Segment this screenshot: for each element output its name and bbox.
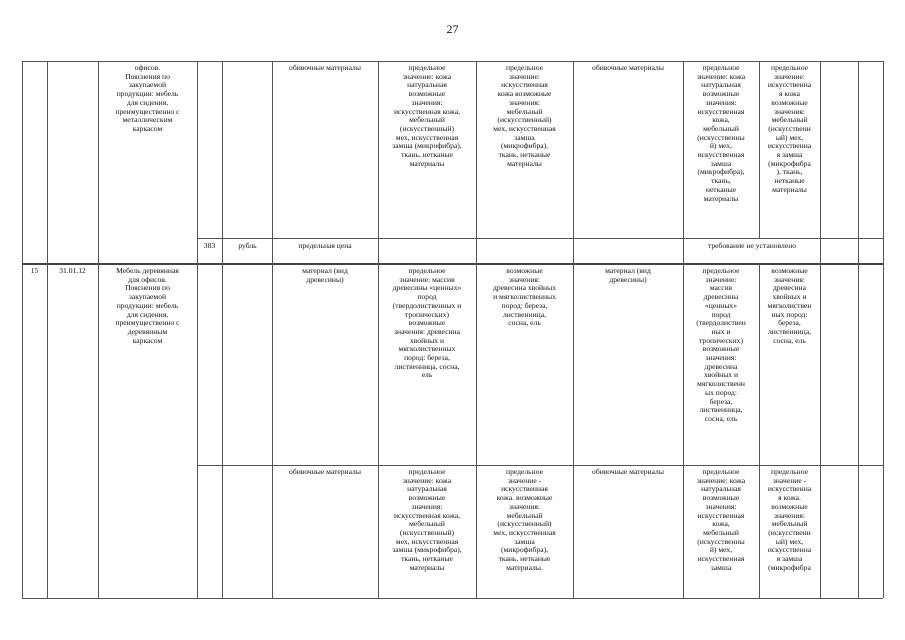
price-unit: рубль: [238, 242, 257, 250]
col-rule: [858, 61, 859, 598]
table-bottom-rule: [22, 598, 883, 599]
attribute-value: предельное значение - искусственна я кожа. возможные значения: мебельный (искусственн ый) мех, искусственна я замша (микрофибра: [767, 468, 812, 572]
col-rule: [222, 61, 223, 238]
page-number: 27: [446, 22, 459, 36]
attribute-value: предельное значение: кожа натуральная возможные значения: искусственная кожа, мебельный (искусственный) мех, искусственная замша (микрофибра), ткань, нетканые материалы: [392, 468, 462, 572]
attribute-label: обивочные материалы: [592, 64, 664, 72]
attribute-value: предельное значение: массив древесины «ценных» пород (твердолиствен ных и тропических) возможные значения: древесина хвойных и мягколиственн ых пород: береза, лиственница, сосна, ель: [696, 267, 746, 423]
col-rule: [476, 61, 477, 598]
row-number: 15: [30, 267, 39, 275]
col-rule: [820, 61, 821, 598]
price-label: предельная цена: [298, 242, 352, 250]
attribute-value: предельное значение: кожа натуральная возможные значения: искусственная кожа, мебельный (искусственны й) мех, искусственная замша (микрофибра), ткань, нетканые материалы: [696, 64, 746, 203]
okpd-code: 31.01.12: [59, 267, 86, 275]
attribute-value: возможные значения: древесина хвойных и мягколиствен ных пород: береза, лиственница, сосна, ель: [767, 267, 812, 345]
row-separator-rule: [22, 263, 883, 265]
col-rule: [573, 61, 574, 598]
attribute-label: материал (вид древесины): [302, 267, 348, 284]
attribute-value: предельное значение: искусственна я кожа возможные значения: мебельный (искусственн ый) мех, искусственна я замша (микрофибра ), ткань, нетканые материалы: [767, 64, 812, 194]
attribute-label: обивочные материалы: [289, 468, 361, 476]
col-rule: [22, 61, 23, 598]
table-top-rule: [22, 61, 883, 62]
attribute-value: предельное значение: кожа натуральная возможные значения: искусственная кожа, мебельный (искусственный) мех, искусственная замша (микрофибра), ткань, нетканые материалы: [392, 64, 462, 168]
col-rule: [222, 238, 223, 263]
attribute-value: предельное значение - искусственная кожа. возможные значения: мебельный (искусственный) мех, искусственная замша (микрофибра), ткань, нетканые материалы.: [493, 468, 556, 572]
attribute-value: предельное значение: кожа натуральная возможные значения: искусственная кожа, мебельный (искусственны й) мех, искусственная замша: [696, 468, 746, 572]
col-rule: [883, 61, 884, 598]
item-name: Мебель деревянная для офисов. Пояснения по закупаемой продукции: мебель для сидения, преимущественно с деревянным каркасом: [115, 267, 180, 345]
col-rule: [222, 263, 223, 598]
item-name: офисов. Пояснения по закупаемой продукции: мебель для сидения, преимущественно с металлическим каркасом: [115, 64, 180, 133]
col-rule: [197, 61, 198, 598]
upholstery-row-top-rule: [197, 465, 883, 466]
attribute-label: материал (вид древесины): [605, 267, 651, 284]
price-row-top-rule: [197, 238, 883, 239]
price-code: 383: [203, 242, 216, 250]
col-rule: [378, 61, 379, 598]
col-rule: [98, 61, 99, 598]
attribute-label: обивочные материалы: [289, 64, 361, 72]
attribute-label: обивочные материалы: [592, 468, 664, 476]
price-requirement: требование не установлено: [707, 242, 797, 250]
col-rule: [272, 61, 273, 598]
col-rule: [47, 61, 48, 598]
attribute-value: возможные значения: древесина хвойных и мягколиственных пород: береза, лиственница, сосна, ель: [492, 267, 557, 328]
attribute-value: предельное значение: искусственная кожа возможные значения: мебельный (искусственный) мех, искусственная замша (микрофибра), ткань, нетканые материалы: [493, 64, 556, 168]
attribute-value: предельное значение: массив древесины «ценных» пород (твердолиственных и тропических) возможные значения: древесина хвойных и мягколиственных пород: береза, лиственница, сосна, ель: [392, 267, 462, 380]
